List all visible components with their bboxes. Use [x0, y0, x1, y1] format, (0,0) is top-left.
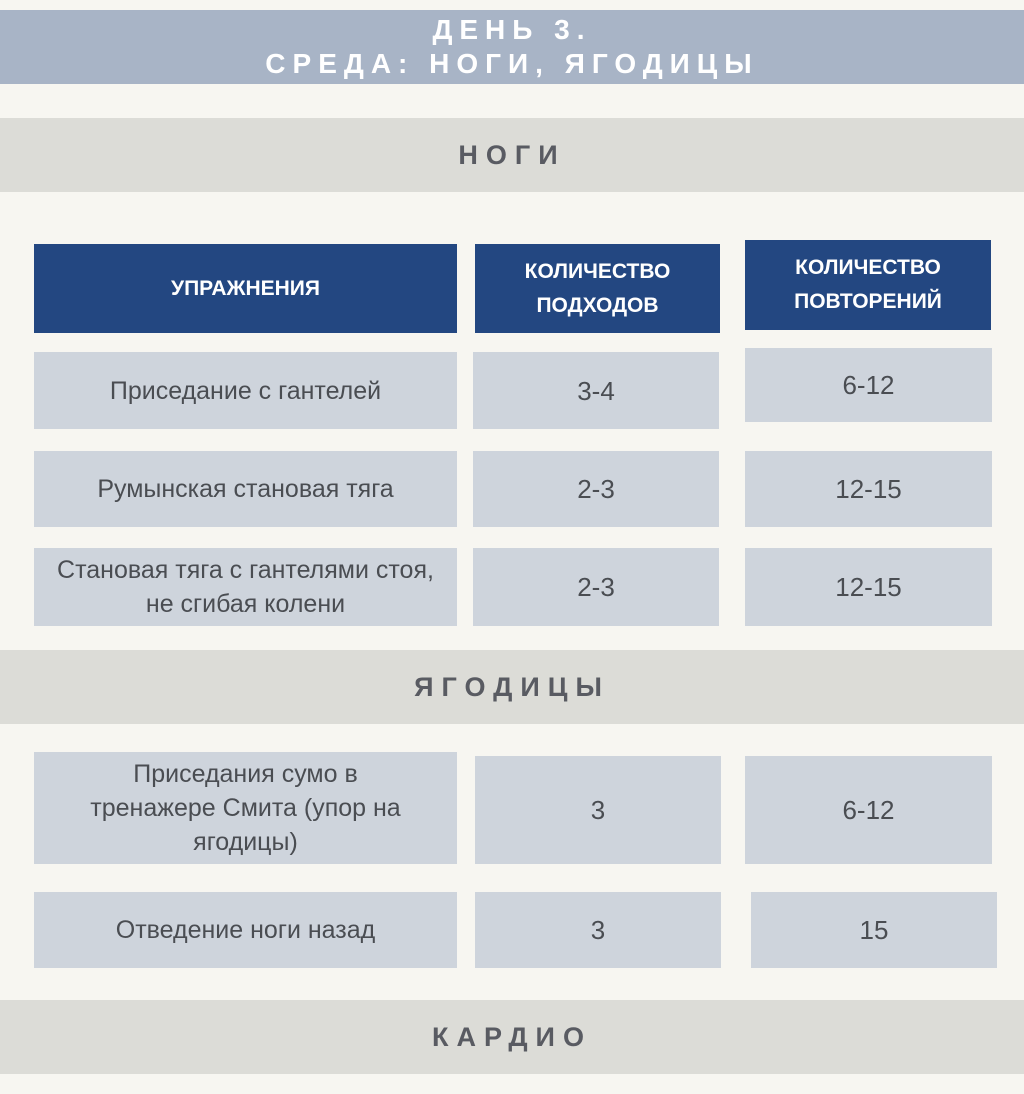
section-title-glutes: ЯГОДИЦЫ	[414, 671, 610, 702]
table-row-reps: 12-15	[745, 548, 992, 626]
table-row-sets: 3	[475, 892, 721, 968]
table-row-exercise: Отведение ноги назад	[34, 892, 457, 968]
table-row-exercise: Приседание с гантелей	[34, 352, 457, 429]
column-header-exercises: УПРАЖНЕНИЯ	[34, 244, 457, 333]
day-subtitle: СРЕДА: НОГИ, ЯГОДИЦЫ	[265, 48, 759, 79]
day-title: ДЕНЬ 3.	[432, 14, 592, 45]
table-row-sets: 3-4	[473, 352, 719, 429]
table-row-reps: 6-12	[745, 348, 992, 422]
table-row-reps: 12-15	[745, 451, 992, 527]
section-title-cardio: КАРДИО	[432, 1021, 592, 1052]
table-row-sets: 2-3	[473, 451, 719, 527]
table-row-sets: 2-3	[473, 548, 719, 626]
section-header-glutes	[0, 650, 1024, 724]
column-header-sets: КОЛИЧЕСТВО ПОДХОДОВ	[475, 244, 720, 333]
table-row-reps: 6-12	[745, 756, 992, 864]
table-row-exercise: Становая тяга с гантелями стоя, не сгибая колени	[34, 548, 457, 626]
table-row-reps: 15	[751, 892, 997, 968]
table-row-exercise: Румынская становая тяга	[34, 451, 457, 527]
section-title-legs: НОГИ	[458, 139, 566, 170]
section-header-cardio	[0, 1000, 1024, 1074]
table-row-sets: 3	[475, 756, 721, 864]
title-banner	[0, 10, 1024, 84]
column-header-reps: КОЛИЧЕСТВО ПОВТОРЕНИЙ	[745, 240, 991, 330]
section-header-legs	[0, 118, 1024, 192]
table-row-exercise: Приседания сумо в тренажере Смита (упор на ягодицы)	[34, 752, 457, 864]
